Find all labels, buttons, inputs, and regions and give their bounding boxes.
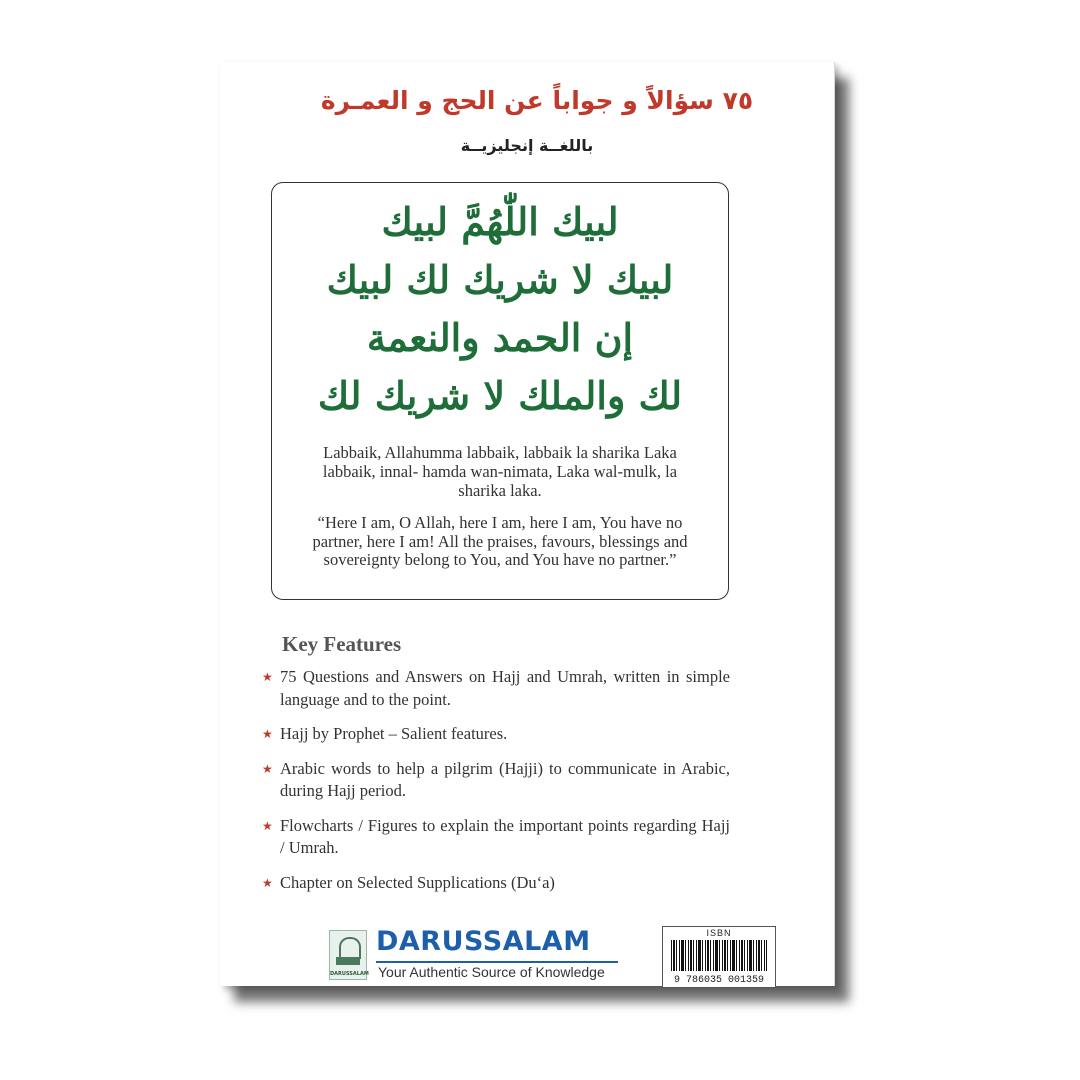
feature-item [262, 758, 730, 803]
star-icon: ★ [262, 670, 273, 684]
publisher-tagline: Your Authentic Source of Knowledge [378, 964, 605, 980]
book-back-cover [220, 62, 835, 986]
key-features-list [262, 666, 730, 906]
feature-text: Flowcharts / Figures to explain the important points regarding Hajj / Umrah. [280, 815, 730, 857]
dome-icon [339, 937, 361, 959]
talbiyah-box [271, 182, 729, 600]
isbn-number: 9 786035 001359 [673, 975, 764, 986]
talbiyah-transliteration: Labbaik, Allahumma labbaik, labbaik la sharika Laka labbaik, innal- hamda wan-nimata, Laka wal-mulk, la sharika laka. [322, 443, 678, 500]
feature-item [262, 872, 730, 895]
talbiyah-translation: “Here I am, O Allah, here I am, here I am, You have no partner, here I am! All the praises, favours, blessings and sovereignty belong to You, and You have no partner.” [312, 513, 688, 569]
talbiyah-line: لك والملك لا شريك لك [317, 373, 683, 418]
feature-item [262, 723, 730, 746]
feature-item [262, 815, 730, 860]
feature-text: Chapter on Selected Supplications (Du‘a) [280, 872, 555, 892]
star-icon: ★ [262, 875, 273, 890]
barcode-icon [671, 940, 767, 971]
publisher-name: DARUSSALAM [376, 926, 591, 957]
feature-text: 75 Questions and Answers on Hajj and Umrah, written in simple language and to the point. [280, 667, 730, 709]
talbiyah-line: لبيك لا شريك لك لبيك [326, 257, 674, 302]
logo-caption: DARUSSALAM [330, 971, 369, 977]
arabic-title: ٧٥ سؤالاً و جواباً عن الحج و العمـرة [320, 86, 754, 115]
talbiyah-line: لبيك اللّٰهُمَّ لبيك [381, 199, 619, 244]
brand-divider [376, 961, 618, 963]
publisher-logo-icon [329, 930, 367, 980]
star-icon: ★ [262, 761, 273, 776]
feature-text: Hajj by Prophet – Salient features. [280, 724, 508, 743]
isbn-label: ISBN [706, 928, 732, 938]
talbiyah-arabic [272, 193, 728, 425]
star-icon: ★ [262, 727, 273, 741]
star-icon: ★ [262, 818, 273, 833]
key-features-heading: Key Features [282, 632, 402, 656]
arabic-subtitle: باللغــة إنجليزيــة [460, 136, 594, 155]
logo-base [336, 957, 360, 965]
feature-text: Arabic words to help a pilgrim (Hajji) to communicate in Arabic, during Hajj period. [280, 758, 730, 800]
feature-item [262, 666, 730, 711]
isbn-barcode [662, 926, 776, 988]
talbiyah-line: إن الحمد والنعمة [366, 315, 634, 360]
